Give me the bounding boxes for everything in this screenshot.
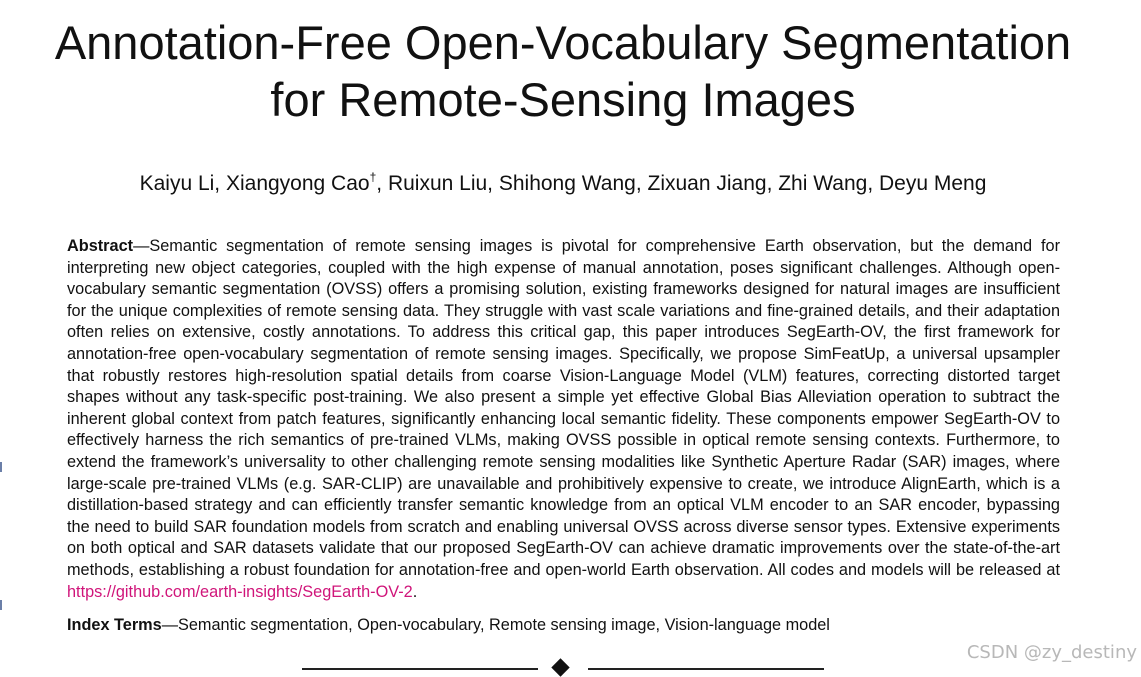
abstract-end: . [412,582,418,601]
divider-diamond-icon [551,658,569,676]
authors-after-mark: , Ruixun Liu, Shihong Wang, Zixuan Jiang, Zhi Wang, Deyu Meng [376,172,987,195]
abstract-text: —Semantic segmentation of remote sensing images is pivotal for comprehensive Earth observation, but the demand for interpreting new object categories, coupled with the high expense of manual annotation, poses significant challenges. Although open-vocabulary semantic segmentation (OVSS) offers a promising solution, existing frameworks designed for natural images are insufficient for the unique complexities of remote sensing data. They struggle with vast scale variations and fine-grained details, and their adaptation often relies on extensive, costly annotations. To address this critical gap, this paper introduces SegEarth-OV, the first framework for annotation-free open-vocabulary segmentation of remote sensing images. Specifically, we propose SimFeatUp, a universal upsampler that robustly restores high-resolution spatial details from coarse Vision-Language Model (VLM) features, correcting distorted target shapes without any task-specific post-training. We also present a simple yet effective Global Bias Alleviation operation to subtract the inherent global context from patch features, significantly enhancing local semantic fidelity. These components empower SegEarth-OV to effectively harness the rich semantics of pre-trained VLMs, making OVSS possible in optical remote sensing contexts. Furthermore, to extend the framework’s universality to other challenging remote sensing modalities like Synthetic Aperture Radar (SAR) images, where large-scale pre-trained VLMs (e.g. SAR-CLIP) are unavailable and prohibitively expensive to create, we introduce AlignEarth, which is a distillation-based strategy and can efficiently transfer semantic knowledge from an optical VLM encoder to an SAR encoder, bypassing the need to build SAR foundation models from scratch and enabling universal OVSS across diverse sensor types. Extensive experiments on both optical and SAR datasets validate that our proposed SegEarth-OV can achieve dramatic improvements over the state-of-the-art methods, establishing a robust foundation for annotation-free and open-world Earth observation. All codes and models will be released at [67,237,1060,579]
code-link[interactable]: https://github.com/earth-insights/SegEarth-OV-2 [67,582,413,601]
authors-before-mark: Kaiyu Li, Xiangyong Cao [139,172,370,195]
title-line-2: for Remote-Sensing Images [270,73,856,126]
index-terms-text: —Semantic segmentation, Open-vocabulary, Remote sensing image, Vision-language model [161,616,830,634]
margin-marker [0,462,2,472]
section-divider-left [302,668,538,670]
section-divider-right [588,668,824,670]
corresponding-author-mark: † [369,170,377,184]
abstract [67,236,1060,603]
abstract-label: Abstract [67,237,134,255]
watermark: CSDN @zy_destiny [966,642,1137,663]
index-terms [67,615,1060,637]
title-line-1: Annotation-Free Open-Vocabulary Segmentation [54,16,1072,69]
author-list [0,170,1126,198]
margin-marker [0,600,2,610]
index-terms-label: Index Terms [67,616,162,634]
paper-title [0,14,1126,128]
